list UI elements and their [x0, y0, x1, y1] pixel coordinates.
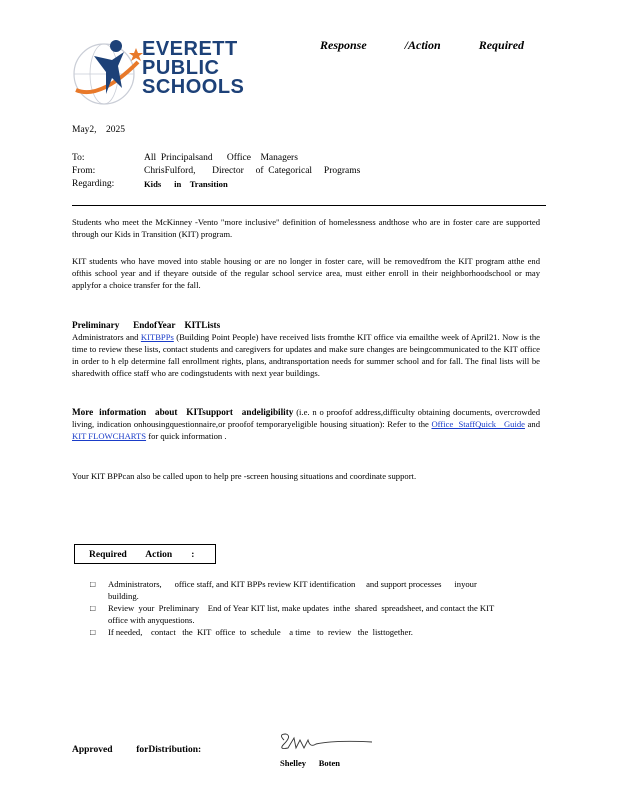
- district-name: EVERETT PUBLIC SCHOOLS: [142, 38, 245, 98]
- list-item: □ If needed, contact the KIT office to schedule a time to review the listtogether.: [90, 627, 413, 637]
- checkbox-icon: □: [90, 627, 96, 637]
- approved-label: Approved forDistribution:: [72, 745, 202, 755]
- kit-bpps-link[interactable]: KITBPPs: [140, 332, 174, 342]
- more-info-heading: More information about KITsupport andeligibility: [72, 407, 294, 417]
- paragraph-intro: Students who meet the McKinney -Vento "more inclusive" definition of homelessness andthose who are in foster care are supported through our Kids in Transition (KIT) program.: [72, 217, 540, 239]
- required-action-box: Required Action :: [74, 544, 216, 564]
- memo-meta: [72, 152, 444, 191]
- regarding-row: Regarding: Kids in Transition: [72, 179, 228, 189]
- checkbox-icon: □: [90, 603, 96, 613]
- paragraph-bpp: Your KIT BPPcan also be called upon to help pre -screen housing situations and coordinate support.: [72, 471, 417, 481]
- paragraph-removal: KIT students who have moved into stable housing or are no longer in foster care, will be removedfrom the KIT program atthe end ofthis school year and if theyare outside of the regular school service area, must either enroll in their neighborhoodschool or may applyfor a choice transfer for the fall.: [72, 256, 540, 290]
- memo-date: May2, 2025: [72, 125, 126, 135]
- paragraph-more-info: More information about KITsupport andeligibility (i.e. n o proofof address,difficulty obtaining documents, overcrowded living, indication onhousingquestionnaire,or proofof temporaryeligible housing situation): Refer to the Office StaffQuick Guide and KIT FLOWCHARTS for quick information .: [72, 407, 541, 441]
- checkbox-icon: □: [90, 579, 96, 589]
- lists-heading: Preliminary EndofYear KITLists: [72, 320, 221, 330]
- list-item: □ Administrators, office staff, and KIT BPPs review KIT identification and support processes inyour building.: [90, 579, 482, 601]
- paragraph-lists: Preliminary EndofYear KITLists Administrators and KITBPPs (Building Point People) have received lists fromthe KIT office via emailthe week of April21. Now is the time to review these lists, contact students and caregivers for updates and make sure changes are beingcommunicated to the KIT office in order to h elp determine fall enrollment rights, plans, andtransportation needs for summer school and for fall. The final lists will be sharedwith office staff who are codingstudents with next year buildings.: [72, 320, 540, 378]
- kit-flowcharts-link[interactable]: KIT FLOWCHARTS: [72, 431, 147, 441]
- signature: [276, 730, 376, 758]
- signer-name: Shelley Boten: [280, 758, 340, 768]
- list-item: □ Review your Preliminary End of Year KIT list, make updates inthe shared spreadsheet, and contact the KIT office with anyquestions.: [90, 603, 497, 625]
- from-row: From: ChrisFulford, Director of Categorical Programs: [72, 166, 361, 176]
- office-staff-guide-link[interactable]: Office StaffQuick Guide: [431, 419, 525, 429]
- response-action-required-header: Response /Action Required: [320, 38, 525, 52]
- action-list: [90, 578, 510, 638]
- to-row: To: All Principalsand Office Managers: [72, 153, 298, 163]
- divider: [72, 205, 546, 206]
